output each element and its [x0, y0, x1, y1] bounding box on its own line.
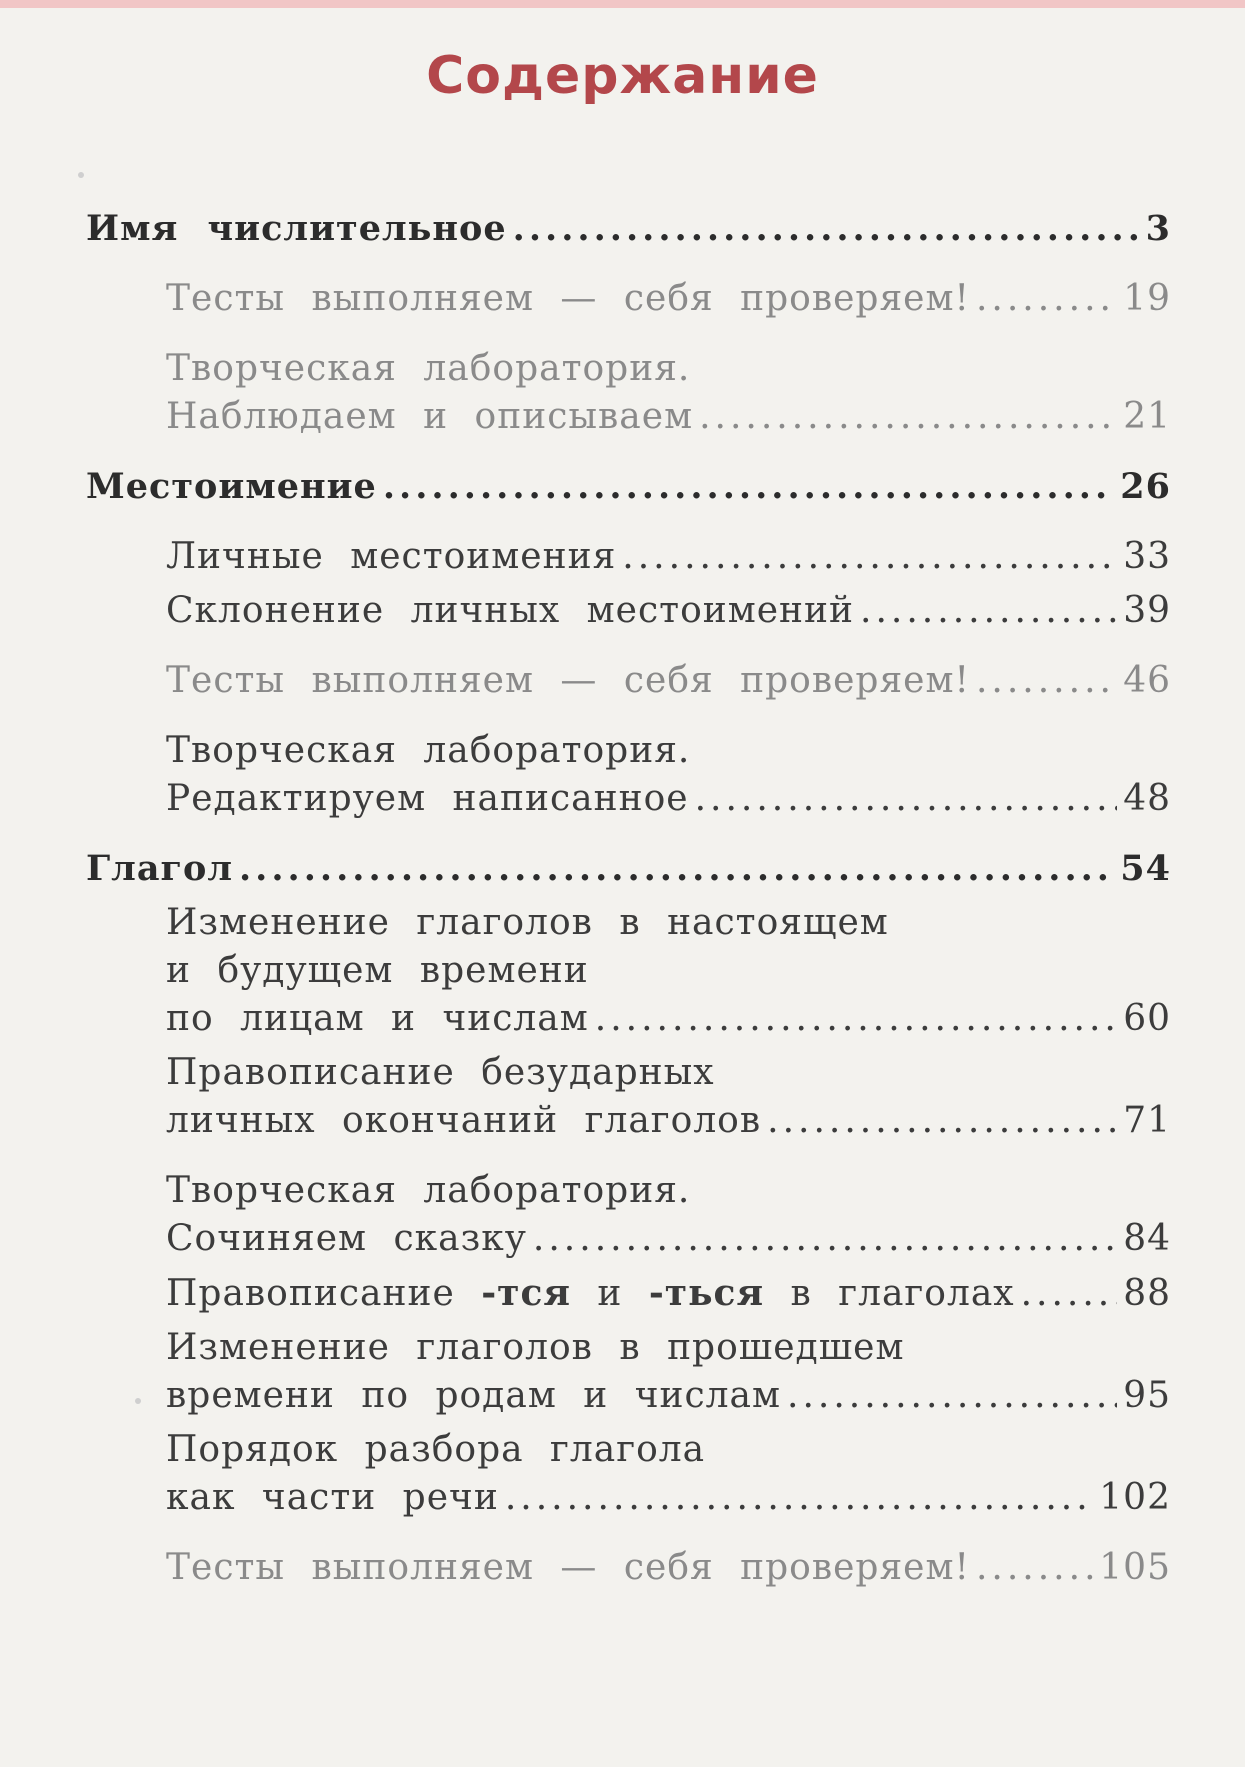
dot-leader: [239, 845, 1114, 893]
toc-entry-title-line: Творческая лаборатория.: [166, 1170, 691, 1211]
title-part-bold: -ться: [648, 1272, 765, 1314]
dot-leader: [505, 1474, 1093, 1522]
toc-entry-title: Местоимение: [86, 466, 377, 507]
dot-leader: [383, 463, 1114, 511]
toc-entry-title: Глагол: [86, 848, 233, 889]
toc-section-verb[interactable]: [86, 845, 1171, 893]
toc-entry-test-2[interactable]: [86, 657, 1171, 705]
toc-entry-title: Склонение личных местоимений: [166, 590, 855, 631]
toc-page-number: 102: [1099, 1477, 1171, 1518]
toc-entry-personal-pronouns[interactable]: [86, 533, 1171, 581]
toc-entry-title: Тесты выполняем — себя проверяем!: [166, 278, 970, 319]
toc-entry-test-1[interactable]: [86, 275, 1171, 323]
toc-page-number: 48: [1123, 778, 1171, 819]
toc-entry-title-line: Творческая лаборатория.: [166, 730, 691, 771]
dot-leader: [976, 657, 1117, 705]
dot-leader: [622, 533, 1117, 581]
toc-page-number: 54: [1120, 848, 1171, 889]
toc-entry-test-3[interactable]: [86, 1544, 1171, 1592]
toc-page-number: 88: [1123, 1273, 1171, 1314]
toc-entry-lab-observe[interactable]: [86, 345, 1171, 441]
toc-entry-title-line: как части речи: [166, 1477, 499, 1518]
toc-entry-title-line: Изменение глаголов в настоящем: [166, 902, 889, 943]
toc-page-number: 46: [1123, 660, 1171, 701]
toc-entry-lab-fairytale[interactable]: [86, 1167, 1171, 1263]
dot-leader: [699, 393, 1117, 441]
toc-section-numeral[interactable]: [86, 205, 1171, 253]
dot-leader: [976, 275, 1117, 323]
toc-entry-title-line: Изменение глаголов в прошедшем: [166, 1327, 905, 1368]
toc-page-number: 39: [1123, 590, 1171, 631]
toc-page-number: 71: [1123, 1100, 1171, 1141]
toc-entry-verb-present-future[interactable]: [86, 899, 1171, 1043]
toc-entry-verb-parsing[interactable]: [86, 1426, 1171, 1522]
toc-entry-title: Личные местоимения: [166, 536, 617, 577]
toc-page-number: 19: [1123, 278, 1171, 319]
toc-entry-verb-past[interactable]: [86, 1324, 1171, 1420]
toc-entry-lab-edit[interactable]: [86, 727, 1171, 823]
dot-leader: [595, 995, 1117, 1043]
page-title: Содержание: [426, 46, 819, 106]
toc-entry-title-line: Творческая лаборатория.: [166, 348, 691, 389]
toc-page-number: 105: [1099, 1547, 1171, 1588]
dot-leader: [533, 1215, 1117, 1263]
title-part-bold: -тся: [481, 1272, 571, 1314]
toc-page-number: 21: [1123, 396, 1171, 437]
dot-leader: [860, 587, 1117, 635]
toc-page-number: 33: [1123, 536, 1171, 577]
toc-entry-title-line: Сочиняем сказку: [166, 1218, 527, 1259]
toc-entry-title-line: Порядок разбора глагола: [166, 1429, 706, 1470]
title-part: и: [570, 1273, 649, 1314]
paper-speck: [135, 1398, 141, 1404]
toc-page-number: 26: [1120, 466, 1171, 507]
dot-leader: [767, 1097, 1117, 1145]
paper-speck: [78, 172, 84, 178]
toc-page-number: 84: [1123, 1218, 1171, 1259]
toc-entry-title: Тесты выполняем — себя проверяем!: [166, 1547, 970, 1588]
toc-entry-title: [166, 1269, 1015, 1318]
toc-entry-title-line: по лицам и числам: [166, 998, 589, 1039]
toc-entry-unstressed-endings[interactable]: [86, 1049, 1171, 1145]
toc-entry-title-line: и будущем времени: [166, 950, 589, 991]
table-of-contents: [86, 205, 1171, 1592]
toc-entry-title-line: Правописание безударных: [166, 1052, 715, 1093]
title-part: в глаголах: [764, 1273, 1015, 1314]
dot-leader: [787, 1372, 1117, 1420]
dot-leader: [976, 1544, 1093, 1592]
toc-entry-title-line: Наблюдаем и описываем: [166, 396, 694, 437]
dot-leader: [513, 205, 1140, 253]
toc-entry-title: Тесты выполняем — себя проверяем!: [166, 660, 970, 701]
toc-entry-pronoun-declension[interactable]: [86, 587, 1171, 635]
toc-page-number: 95: [1123, 1375, 1171, 1416]
dot-leader: [695, 775, 1118, 823]
toc-entry-title-line: времени по родам и числам: [166, 1375, 781, 1416]
toc-entry-title: Имя числительное: [86, 208, 507, 249]
toc-entry-title-line: личных окончаний глаголов: [166, 1100, 762, 1141]
toc-page-number: 60: [1123, 998, 1171, 1039]
dot-leader: [1021, 1270, 1118, 1318]
toc-section-pronoun[interactable]: [86, 463, 1171, 511]
title-part: Правописание: [166, 1273, 482, 1314]
toc-page-number: 3: [1145, 208, 1171, 249]
toc-entry-tsya-tsya[interactable]: [86, 1269, 1171, 1318]
toc-entry-title-line: Редактируем написанное: [166, 778, 689, 819]
